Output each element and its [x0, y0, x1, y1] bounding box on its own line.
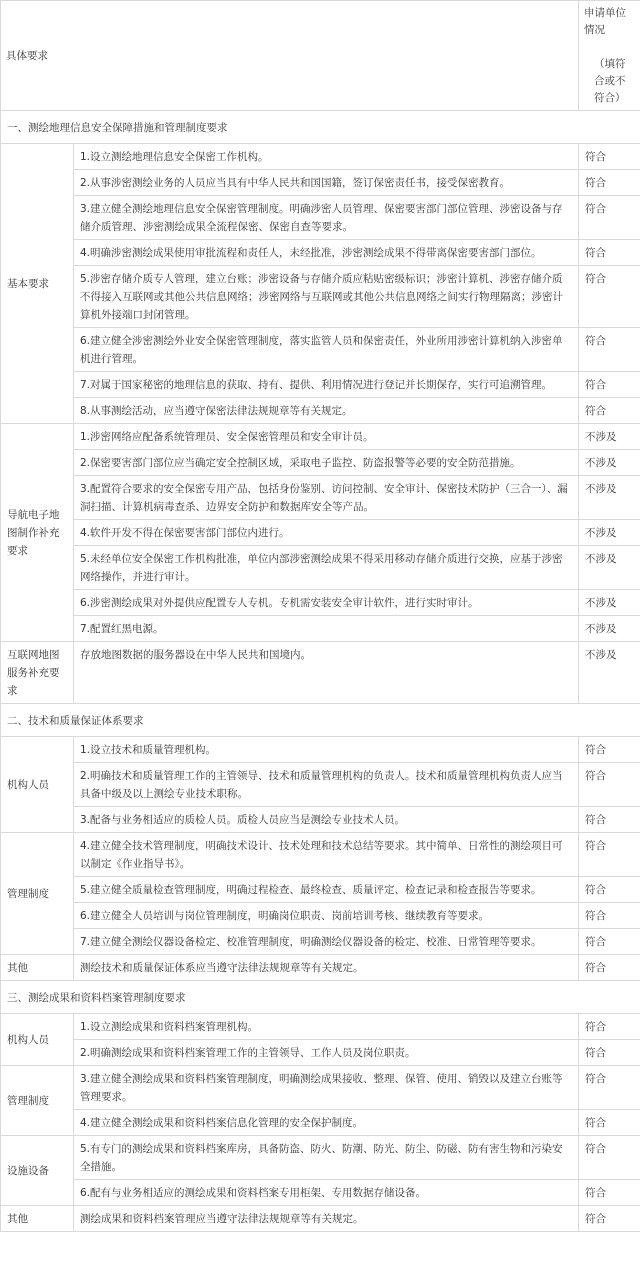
requirement-text: 1.设立技术和质量管理机构。 — [74, 737, 579, 763]
requirement-text: 2.保密要害部门部位应当确定安全控制区域，采取电子监控、防盗报警等必要的安全防范措施。 — [74, 450, 579, 476]
table-row — [1, 590, 640, 616]
status-cell: 符合 — [579, 1014, 640, 1040]
requirement-text: 2.明确技术和质量管理工作的主管领导、技术和质量管理机构的负责人。技术和质量管理机构负责人应当具备中级及以上测绘专业技术职称。 — [74, 763, 579, 807]
category-cell: 设施设备 — [1, 1136, 74, 1206]
status-header-title: 申请单位情况 — [584, 7, 626, 36]
category-cell: 机构人员 — [1, 1014, 74, 1066]
table-row — [1, 877, 640, 903]
requirement-text: 8.从事测绘活动，应当遵守保密法律法规规章等有关规定。 — [74, 398, 579, 424]
table-row — [1, 398, 640, 424]
table-row — [1, 476, 640, 520]
requirement-text: 测绘技术和质量保证体系应当遵守法律法规规章等有关规定。 — [74, 955, 579, 981]
category-cell: 管理制度 — [1, 1066, 74, 1136]
requirement-text: 4.明确涉密测绘成果使用审批流程和责任人，未经批准，涉密测绘成果不得带离保密要害部门部位。 — [74, 240, 579, 266]
status-cell: 符合 — [579, 1180, 640, 1206]
requirement-text: 3.配置符合要求的安全保密专用产品，包括身份鉴别、访问控制、安全审计、保密技术防护（三合一）、漏洞扫描、计算机病毒查杀、边界安全防护和数据库安全等产品。 — [74, 476, 579, 520]
requirement-text: 2.明确测绘成果和资料档案管理工作的主管领导、工作人员及岗位职责。 — [74, 1040, 579, 1066]
status-cell: 符合 — [579, 763, 640, 807]
requirement-text: 2.从事涉密测绘业务的人员应当具有中华人民共和国国籍，签订保密责任书，接受保密教育。 — [74, 170, 579, 196]
requirement-text: 3.建立健全测绘成果和资料档案管理制度，明确测绘成果接收、整理、保管、使用、销毁以及建立台账等管理要求。 — [74, 1066, 579, 1110]
status-cell: 符合 — [579, 240, 640, 266]
requirement-text: 存放地图数据的服务器设在中华人民共和国境内。 — [74, 642, 579, 704]
table-row — [1, 196, 640, 240]
requirement-text: 6.建立健全人员培训与岗位管理制度，明确岗位职责、岗前培训考核、继续教育等要求。 — [74, 903, 579, 929]
status-cell: 不涉及 — [579, 616, 640, 642]
table-row — [1, 807, 640, 833]
requirement-text: 1.涉密网络应配备系统管理员、安全保密管理员和安全审计员。 — [74, 424, 579, 450]
status-cell: 符合 — [579, 328, 640, 372]
status-cell: 符合 — [579, 877, 640, 903]
requirement-text: 4.建立健全技术管理制度，明确技术设计、技术处理和技术总结等要求。其中简单、日常性的测绘项目可以制定《作业指导书》。 — [74, 833, 579, 877]
status-cell: 符合 — [579, 833, 640, 877]
section-row — [1, 981, 640, 1014]
status-cell: 不涉及 — [579, 546, 640, 590]
requirement-text: 6.涉密测绘成果对外提供应配置专人专机。专机需安装安全审计软件，进行实时审计。 — [74, 590, 579, 616]
requirement-text: 4.软件开发不得在保密要害部门部位内进行。 — [74, 520, 579, 546]
section-title: 二、技术和质量保证体系要求 — [1, 704, 640, 737]
requirement-text: 7.配置红黑电源。 — [74, 616, 579, 642]
requirement-text: 5.涉密存储介质专人管理，建立台账；涉密设备与存储介质应粘贴密级标识；涉密计算机、涉密存储介质不得接入互联网或其他公共信息网络；涉密网络与互联网或其他公共信息网络之间实行物理隔离；涉密计算机外接端口封闭管理。 — [74, 266, 579, 328]
category-cell: 基本要求 — [1, 144, 74, 424]
table-row — [1, 903, 640, 929]
table-row — [1, 1014, 640, 1040]
section-row — [1, 704, 640, 737]
status-header-note: （填符合或不符合） — [594, 58, 626, 104]
status-cell: 符合 — [579, 266, 640, 328]
header-row — [1, 1, 640, 111]
status-cell: 符合 — [579, 398, 640, 424]
status-cell: 符合 — [579, 1066, 640, 1110]
status-cell: 不涉及 — [579, 450, 640, 476]
status-cell: 符合 — [579, 807, 640, 833]
status-cell: 不涉及 — [579, 424, 640, 450]
status-cell: 符合 — [579, 372, 640, 398]
table-row — [1, 424, 640, 450]
status-cell: 符合 — [579, 196, 640, 240]
table-row — [1, 266, 640, 328]
requirement-text: 5.有专门的测绘成果和资料档案库房，具备防盗、防火、防潮、防光、防尘、防磁、防有害生物和污染安全措施。 — [74, 1136, 579, 1180]
status-cell: 符合 — [579, 1110, 640, 1136]
table-row — [1, 144, 640, 170]
table-row — [1, 1136, 640, 1180]
category-cell: 其他 — [1, 1206, 74, 1232]
status-cell: 符合 — [579, 144, 640, 170]
requirement-text: 7.建立健全测绘仪器设备检定、校准管理制度，明确测绘仪器设备的检定、校准、日常管理等要求。 — [74, 929, 579, 955]
category-cell: 管理制度 — [1, 833, 74, 955]
table-row — [1, 450, 640, 476]
status-cell: 不涉及 — [579, 642, 640, 704]
requirement-text: 7.对属于国家秘密的地理信息的获取、持有、提供、利用情况进行登记并长期保存，实行可追溯管理。 — [74, 372, 579, 398]
category-cell: 机构人员 — [1, 737, 74, 833]
table-row — [1, 642, 640, 704]
table-row — [1, 763, 640, 807]
table-row — [1, 240, 640, 266]
status-cell: 符合 — [579, 929, 640, 955]
requirement-text: 6.建立健全涉密测绘外业安全保密管理制度，落实监管人员和保密责任，外业所用涉密计算机纳入涉密单机进行管理。 — [74, 328, 579, 372]
status-cell: 不涉及 — [579, 590, 640, 616]
status-cell: 不涉及 — [579, 520, 640, 546]
table-row — [1, 546, 640, 590]
table-row — [1, 170, 640, 196]
table-row — [1, 1180, 640, 1206]
category-cell: 导航电子地图制作补充要求 — [1, 424, 74, 642]
status-cell: 符合 — [579, 737, 640, 763]
table-row — [1, 929, 640, 955]
requirement-text: 5.未经单位安全保密工作机构批准，单位内部涉密测绘成果不得采用移动存储介质进行交换，应基于涉密网络操作，并进行审计。 — [74, 546, 579, 590]
status-cell: 符合 — [579, 170, 640, 196]
section-title: 三、测绘成果和资料档案管理制度要求 — [1, 981, 640, 1014]
table-row — [1, 955, 640, 981]
status-cell: 符合 — [579, 903, 640, 929]
table-row — [1, 372, 640, 398]
table-row — [1, 616, 640, 642]
requirement-text: 3.配备与业务相适应的质检人员。质检人员应当是测绘专业技术人员。 — [74, 807, 579, 833]
table-row — [1, 737, 640, 763]
requirement-text: 1.设立测绘成果和资料档案管理机构。 — [74, 1014, 579, 1040]
table-row — [1, 1206, 640, 1232]
status-cell: 符合 — [579, 955, 640, 981]
table-row — [1, 833, 640, 877]
table-row — [1, 1040, 640, 1066]
category-cell: 互联网地图服务补充要求 — [1, 642, 74, 704]
status-header — [579, 1, 640, 111]
section-row — [1, 111, 640, 144]
requirement-text: 4.建立健全测绘成果和资料档案信息化管理的安全保护制度。 — [74, 1110, 579, 1136]
table-row — [1, 328, 640, 372]
requirement-text: 5.建立健全质量检查管理制度，明确过程检查、最终检查、质量评定、检查记录和检查报告等要求。 — [74, 877, 579, 903]
status-cell: 不涉及 — [579, 476, 640, 520]
table-row — [1, 520, 640, 546]
requirements-header: 具体要求 — [1, 1, 579, 111]
requirement-text: 1.设立测绘地理信息安全保密工作机构。 — [74, 144, 579, 170]
status-cell: 符合 — [579, 1206, 640, 1232]
section-title: 一、测绘地理信息安全保障措施和管理制度要求 — [1, 111, 640, 144]
requirement-text: 测绘成果和资料档案管理应当遵守法律法规规章等有关规定。 — [74, 1206, 579, 1232]
status-cell: 符合 — [579, 1136, 640, 1180]
status-cell: 符合 — [579, 1040, 640, 1066]
requirement-text: 3.建立健全测绘地理信息安全保密管理制度。明确涉密人员管理、保密要害部门部位管理、涉密设备与存储介质管理、涉密测绘成果全流程保密、保密自查等要求。 — [74, 196, 579, 240]
requirement-text: 6.配有与业务相适应的测绘成果和资料档案专用柜架、专用数据存储设备。 — [74, 1180, 579, 1206]
table-row — [1, 1066, 640, 1110]
category-cell: 其他 — [1, 955, 74, 981]
table-row — [1, 1110, 640, 1136]
